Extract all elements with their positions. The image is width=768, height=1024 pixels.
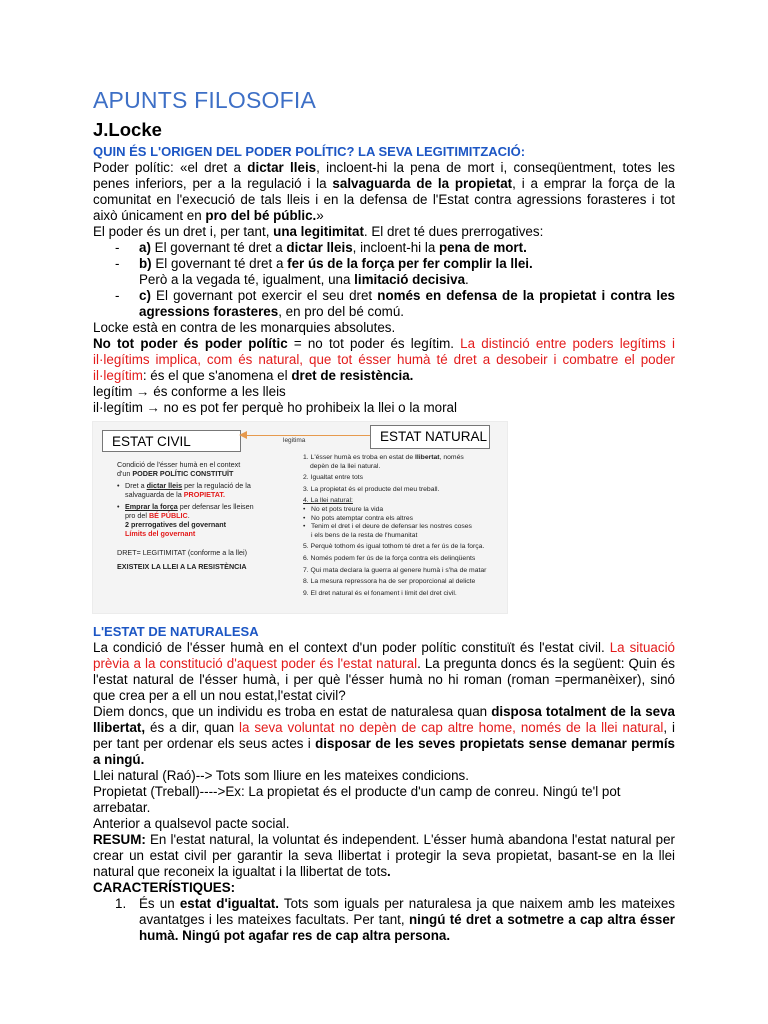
- line-propietat: Propietat (Treball)---->Ex: La propietat és el producte d'un camp de conreu. Ningú te'l pot arrebatar.: [93, 784, 621, 815]
- list-item: [93, 288, 675, 320]
- text-run: pro del bé públic.: [205, 208, 317, 223]
- caracteristiques-label: CARACTERÍSTIQUES:: [93, 880, 236, 895]
- text-run: pena de mort.: [439, 240, 527, 255]
- document-title: APUNTS FILOSOFIA: [93, 87, 317, 113]
- civil-b1e: PROPIETAT.: [183, 490, 226, 499]
- natural-r9: 9. El dret natural és el fonament i límit del dret civil.: [303, 589, 457, 597]
- prerogatives-list: [93, 240, 675, 320]
- natural-r4: 4. La llei natural:: [303, 497, 353, 505]
- line-llei-natural: Llei natural (Raó)--> Tots som lliure en les mateixes condicions.: [93, 768, 469, 783]
- text-run: , incloent-hi la pena de mort i, conseqüentment, totes les penes inferiors, per a la regulació i la: [93, 160, 675, 191]
- text-run: = no tot poder és legítim.: [287, 336, 461, 351]
- paragraph-resum: [93, 832, 675, 880]
- text-run: . La pregunta doncs és la següent: Quin és l'estat natural de l'ésser humà, i per què l'ésser humà no hi roman (roman =permanèixer), sinó que crea per a ell un nou estat,l'estat civil?: [93, 656, 675, 703]
- natural-r1d: depèn de la llei natural.: [310, 462, 381, 470]
- civil-b2e: .: [187, 511, 190, 520]
- civil-b1a: Dret a: [125, 481, 147, 490]
- text-run: , i per tant per ordenar els seus actes i: [93, 720, 675, 751]
- text-run: . El dret té dues prerrogatives:: [363, 224, 544, 239]
- civil-b2a: Emprar la força: [125, 502, 178, 511]
- natural-r8: 8. La mesura repressora ha de ser proporcional al delicte: [303, 578, 476, 586]
- paragraph-monarquies: Locke està en contra de les monarquies absolutes.: [93, 320, 396, 335]
- list-marker: -: [115, 256, 120, 271]
- civil-cond-2b: PODER POLÍTIC CONSTITUÏT: [132, 469, 234, 478]
- natural-r1a: 1. L'ésser humà es troba en estat de: [303, 454, 416, 461]
- text-run: la seva voluntat no depèn de cap altre home, només de la llei natural: [238, 720, 664, 735]
- civil-prer: 2 prerrogatives del governant: [125, 520, 227, 529]
- natural-r4a: • No et pots treure la vida: [303, 506, 508, 515]
- text-run: En l'estat natural, la voluntat és independent. L'ésser humà abandona l'estat natural per crear un estat civil per garantir la seva llibertat i protegir la seva propietat, basant-se en la llei natural que reconeix la igualtat i la llibertat de tots: [93, 832, 675, 879]
- list-item: [93, 240, 675, 256]
- civil-cond-2: [117, 469, 277, 478]
- text-run: La condició de l'ésser humà en el context d'un poder polític constituït és l'estat civil.: [93, 640, 610, 655]
- line-anterior: Anterior a qualsevol pacte social.: [93, 816, 290, 831]
- text-run: Poder polític: «el dret a: [93, 160, 248, 175]
- text-run: només en defensa de la propietat i contra les agressions forasteres: [139, 288, 675, 319]
- natural-r2: 2. Igualtat entre tots: [303, 474, 364, 482]
- section-heading-origen: QUIN ÉS L'ORIGEN DEL PODER POLÍTIC? LA SEVA LEGITIMITZACIÓ:: [93, 144, 526, 159]
- text-run: El poder és un dret i, per tant,: [93, 224, 274, 239]
- text-run: estat d'igualtat.: [179, 896, 279, 911]
- text-run: Però a la vegada té, igualment, una: [139, 272, 355, 287]
- civil-bullet-2: [117, 502, 277, 520]
- text-run: limitació decisiva: [354, 272, 466, 287]
- text-run: »: [316, 208, 324, 223]
- civil-b1c: per la regulació de la: [182, 481, 251, 490]
- text-run: dictar lleis: [247, 160, 317, 175]
- estat-civil-column: [117, 460, 277, 571]
- text-run: És un: [139, 896, 180, 911]
- text-run: RESUM:: [93, 832, 146, 847]
- text-run: b): [139, 256, 152, 271]
- text-run: El governant té dret a: [151, 256, 288, 271]
- paragraph-llibertat: [93, 704, 675, 768]
- natural-r4d: i els bens de la resta de l'humanitat: [311, 531, 418, 539]
- list-item: [93, 256, 675, 272]
- text-run: és a dir, quan: [145, 720, 239, 735]
- estat-civil-box: ESTAT CIVIL: [102, 430, 241, 452]
- text-run: El governant té dret a: [150, 240, 287, 255]
- civil-cond-2a: d'un: [117, 469, 133, 478]
- text-run: : és el que s'anomena el: [142, 368, 292, 383]
- text-run: dret de resistència.: [291, 368, 414, 383]
- text-run: La distinció entre poders legítims i il·legítims implica, com és natural, que tot ésser humà té dret a desobeir i combatre el poder il·legítim: [93, 336, 675, 383]
- natural-r1: [303, 454, 508, 463]
- text-run: c): [139, 288, 151, 303]
- arrow-line: [241, 435, 371, 436]
- text-run: , en pro del bé comú.: [278, 304, 404, 319]
- civil-b1d: salvaguarda de la: [125, 490, 184, 499]
- list-marker: -: [115, 288, 120, 303]
- natural-r4c: • Tenim el dret i el deure de defensar les nostres coses: [303, 523, 508, 532]
- caracteristiques-list: [93, 896, 675, 944]
- paragraph-poder-politic: [93, 160, 675, 224]
- text-run: disposa totalment de la seva llibertat,: [93, 704, 675, 735]
- estat-natural-column: [303, 454, 508, 598]
- list-marker: 1.: [115, 896, 127, 911]
- text-run: dictar lleis: [286, 240, 353, 255]
- natural-r1b: llibertat: [415, 454, 440, 461]
- text-run: No tot poder és poder polític: [93, 336, 288, 351]
- civil-bullet-1: [117, 481, 277, 499]
- text-run: fer ús de la força per fer complir la llei.: [287, 256, 533, 271]
- paragraph-prerrogatives: [93, 224, 675, 240]
- line-legitim: legítim → és conforme a les lleis: [93, 384, 286, 399]
- estat-diagram-image: [92, 421, 508, 614]
- text-run: La situació prèvia a la constitució d'aquest poder és l'estat natural: [93, 640, 675, 671]
- natural-r4b: • No pots atemptar contra els altres: [303, 515, 508, 524]
- document-page: [93, 86, 675, 944]
- text-run: disposar de les seves propietats sense demanar permís a ningú.: [93, 736, 676, 767]
- text-run: , incloent-hi la: [352, 240, 439, 255]
- line-illegitim: il·legítim → no es pot fer perquè ho prohibeix la llei o la moral: [93, 400, 457, 415]
- civil-limits: Límits del governant: [125, 529, 196, 538]
- document-subtitle: J.Locke: [93, 119, 162, 140]
- civil-b2c: pro del: [125, 511, 149, 520]
- list-item: [93, 272, 675, 288]
- civil-b2b: per defensar les lleisen: [177, 502, 254, 511]
- paragraph-resistencia: [93, 336, 675, 384]
- civil-cond-1: Condició de l'ésser humà en el context: [117, 460, 241, 469]
- civil-b1b: dictar lleis: [146, 481, 183, 490]
- text-run: una legitimitat: [273, 224, 364, 239]
- arrow-label: legitima: [283, 437, 306, 444]
- paragraph-condicio: [93, 640, 675, 704]
- text-run: .: [387, 864, 391, 879]
- text-run: salvaguarda de la propietat: [332, 176, 513, 191]
- civil-dret: DRET= LEGITIMITAT (conforme a la llei): [117, 548, 248, 557]
- natural-r7: 7. Qui mata declara la guerra al genere humà i s'ha de matar: [303, 566, 487, 574]
- natural-r1c: , només: [439, 454, 464, 461]
- text-run: ningú té dret a sotmetre a cap altra ésser humà. Ningú pot agafar res de cap altra persona.: [139, 912, 676, 943]
- text-run: Tots som iguals per naturalesa ja que naixem amb les mateixes avantatges i les mateixes facultats. Per tant,: [139, 896, 675, 927]
- arrow-left-icon: [239, 431, 247, 439]
- section-heading-naturalesa: L'ESTAT DE NATURALESA: [93, 624, 259, 639]
- natural-r6: 6. Només podem fer ús de la força contra els delinqüents: [303, 554, 476, 562]
- natural-r3: 3. La propietat és el producte del meu treball.: [303, 485, 440, 493]
- civil-b2d: BÉ PÚBLIC: [148, 511, 188, 520]
- text-run: , i a emprar la força de la comunitat en l'execució de tals lleis i en la defensa de l'Estat contra agressions forasteres i tot això únicament en: [93, 176, 675, 223]
- natural-r5: 5. Perquè tothom és igual tothom té dret a fer ús de la força.: [303, 543, 485, 551]
- civil-exist: EXISTEIX LA LLEI A LA RESISTÈNCIA: [117, 562, 247, 571]
- text-run: Diem doncs, que un individu es troba en estat de naturalesa quan: [93, 704, 492, 719]
- text-run: a): [139, 240, 151, 255]
- list-item: [93, 896, 675, 944]
- list-marker: -: [115, 240, 120, 255]
- text-run: .: [465, 272, 469, 287]
- estat-natural-box: ESTAT NATURAL: [370, 425, 490, 449]
- text-run: El governant pot exercir el seu dret: [150, 288, 378, 303]
